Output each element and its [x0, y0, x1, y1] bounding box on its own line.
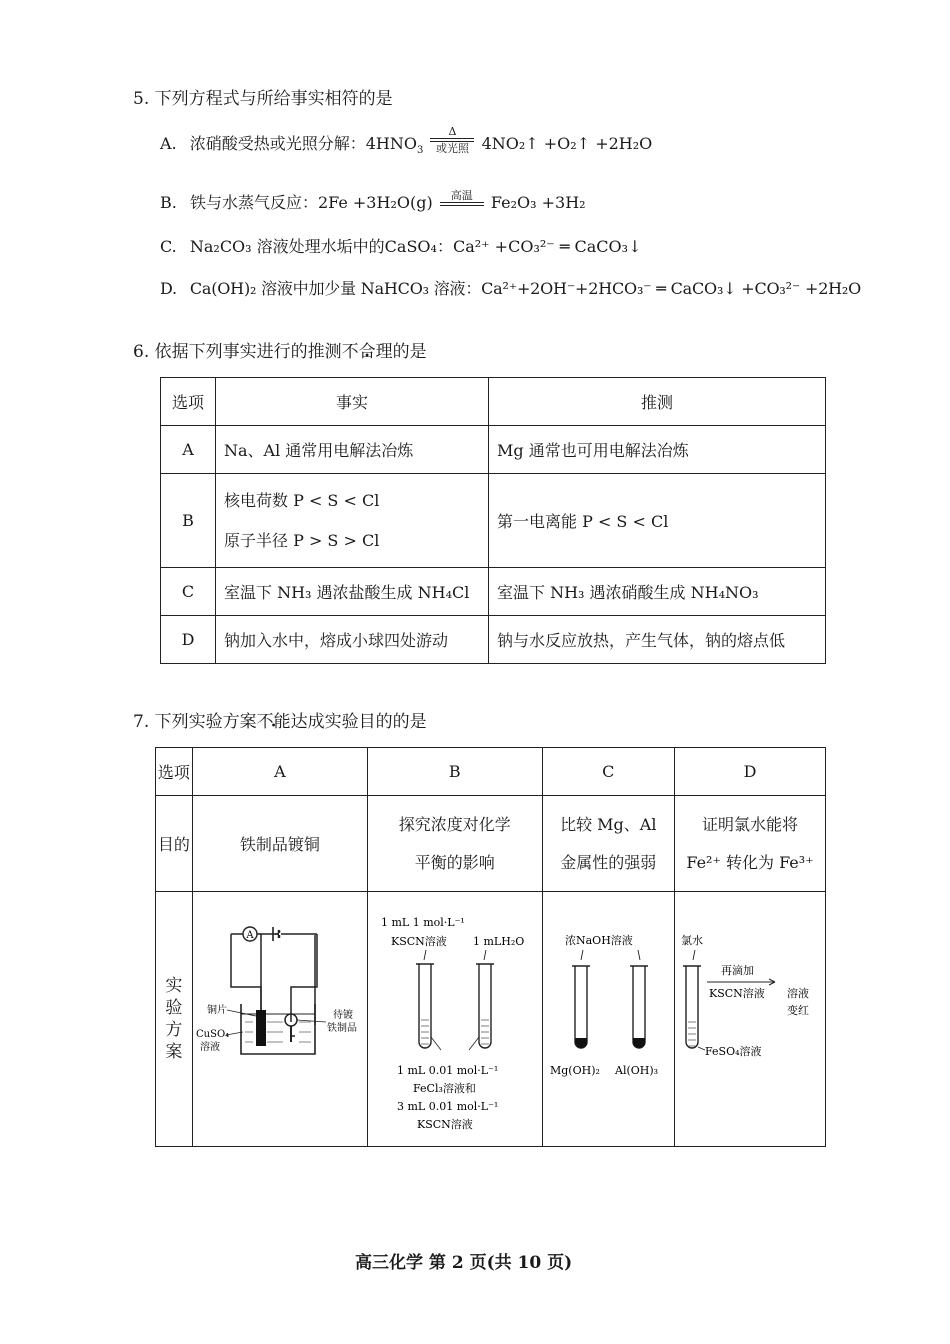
q7-header-option: 选项: [156, 748, 193, 796]
row-fact: [216, 474, 489, 568]
svg-text:铁制品: 铁制品: [327, 1023, 358, 1034]
row-option: A: [161, 426, 216, 474]
row-option: C: [161, 568, 216, 616]
q7-plan-b: [368, 892, 542, 1147]
test-tube-icon: [633, 966, 645, 1048]
svg-text:浓NaOH溶液: 浓NaOH溶液: [565, 934, 634, 947]
svg-text:溶液: 溶液: [787, 987, 809, 1000]
test-tube-d-diagram: [675, 892, 825, 1142]
svg-text:FeSO₄溶液: FeSO₄溶液: [705, 1045, 762, 1058]
table-row: [161, 426, 826, 474]
q7-goal-a: 铁制品镀铜: [192, 796, 367, 892]
option-label: D.: [160, 279, 177, 298]
reaction-condition: $\frac{\Delta}{\text{或光照}}$: [430, 126, 474, 155]
fact-line: 核电荷数 P < S < Cl: [224, 490, 380, 510]
table-row: [161, 616, 826, 664]
svg-text:铜片: 铜片: [207, 1005, 228, 1016]
q7-goal-c: 比较 Mg、Al 金属性的强弱: [542, 796, 674, 892]
svg-text:Mg(OH)₂: Mg(OH)₂: [550, 1064, 601, 1077]
row-option: D: [161, 616, 216, 664]
q6-header-fact: 事实: [216, 378, 489, 426]
option-text: Ca(OH)₂ 溶液中加少量 NaHCO₃ 溶液：Ca²⁺+2OH⁻+2HCO₃⁻ ═ CaCO₃↓ +CO₃²⁻ +2H₂O: [189, 279, 862, 298]
q7-header-d: D: [675, 748, 826, 796]
q7-header-c: C: [542, 748, 674, 796]
q6-title-emphasis: 不合理: [341, 342, 393, 362]
svg-text:KSCN溶液: KSCN溶液: [709, 987, 765, 1000]
test-tube-icon: [479, 964, 491, 1048]
q5-option-c[interactable]: [160, 234, 641, 257]
table-row: [161, 568, 826, 616]
q7-plan-label: 实 验 方 案: [156, 892, 193, 1147]
q7-goal-d: 证明氯水能将 Fe²⁺ 转化为 Fe³⁺: [675, 796, 826, 892]
q6-header-guess: 推测: [489, 378, 826, 426]
q7-header-b: B: [368, 748, 542, 796]
svg-text:KSCN溶液: KSCN溶液: [416, 1118, 473, 1131]
test-tubes-c-diagram: [543, 892, 673, 1142]
q7-title-post: 达成实验目的的是: [290, 712, 427, 732]
q7-goal-b: 探究浓度对化学 平衡的影响: [368, 796, 542, 892]
svg-text:1 mLH₂O: 1 mLH₂O: [472, 935, 525, 948]
table-row: [161, 474, 826, 568]
q5-option-b[interactable]: [160, 190, 586, 213]
row-fact: Na、Al 通常用电解法冶炼: [216, 426, 489, 474]
test-tubes-b-diagram: [369, 892, 541, 1142]
beaker-icon: [241, 1004, 315, 1054]
q7-title: [133, 707, 427, 732]
option-label: B.: [160, 193, 177, 212]
q7-goal-label: 目的: [156, 796, 193, 892]
row-guess: Mg 通常也可用电解法冶炼: [489, 426, 826, 474]
svg-text:KSCN溶液: KSCN溶液: [390, 935, 447, 948]
row-option: B: [161, 474, 216, 568]
q6-table: [160, 377, 826, 664]
fact-line: 原子半径 P > S > Cl: [224, 530, 380, 550]
q7-table: [155, 747, 826, 1147]
q5-title: [133, 84, 393, 109]
q5-option-d[interactable]: [160, 276, 861, 299]
svg-text:1 mL 0.01 mol·L⁻¹: 1 mL 0.01 mol·L⁻¹: [396, 1064, 499, 1077]
svg-text:CuSO₄: CuSO₄: [196, 1029, 230, 1040]
q6-title-post: 的是: [392, 342, 427, 362]
svg-text:Al(OH)₃: Al(OH)₃: [615, 1064, 659, 1077]
copper-plate: [256, 1010, 266, 1046]
row-guess: 第一电离能 P < S < Cl: [489, 474, 826, 568]
option-rhs: 4NO₂↑ +O₂↑ +2H₂O: [481, 134, 653, 153]
row-guess: 钠与水反应放热，产生气体，钠的熔点低: [489, 616, 826, 664]
svg-text:氯水: 氯水: [681, 934, 703, 947]
q5-title-text: 5. 下列方程式与所给事实相符的是: [133, 89, 393, 109]
q7-plan-c: [542, 892, 674, 1147]
q7-plan-d: [675, 892, 826, 1147]
option-text: 浓硝酸受热或光照分解：4HNO: [189, 134, 417, 153]
reaction-condition: 高温: [440, 190, 484, 206]
svg-text:1 mL 1 mol·L⁻¹: 1 mL 1 mol·L⁻¹: [380, 916, 465, 929]
test-tube-icon: [419, 964, 431, 1048]
q7-title-emphasis: 不能: [256, 712, 291, 732]
svg-text:3 mL 0.01 mol·L⁻¹: 3 mL 0.01 mol·L⁻¹: [396, 1100, 499, 1113]
svg-text:A: A: [246, 930, 254, 941]
q7-header-a: A: [192, 748, 367, 796]
row-fact: 室温下 NH₃ 遇浓盐酸生成 NH₄Cl: [216, 568, 489, 616]
svg-text:待镀: 待镀: [333, 1010, 354, 1021]
q6-header-option: 选项: [161, 378, 216, 426]
option-text: 铁与水蒸气反应：2Fe +3H₂O(g): [189, 193, 433, 212]
svg-text:变红: 变红: [787, 1004, 809, 1017]
svg-text:再滴加: 再滴加: [721, 964, 754, 977]
electroplating-diagram: [193, 892, 366, 1142]
q7-title-pre: 7. 下列实验方案: [133, 712, 257, 732]
q6-title: [133, 337, 427, 362]
option-label: A.: [160, 134, 177, 153]
svg-text:溶液: 溶液: [200, 1042, 221, 1053]
q7-plan-a: [192, 892, 367, 1147]
option-rhs: Fe₂O₃ +3H₂: [490, 193, 586, 212]
test-tube-icon: [575, 966, 587, 1048]
option-label: C.: [160, 237, 177, 256]
svg-text:FeCl₃溶液和: FeCl₃溶液和: [412, 1082, 476, 1095]
option-text: Na₂CO₃ 溶液处理水垢中的CaSO₄：Ca²⁺ +CO₃²⁻ ═ CaCO₃↓: [189, 237, 642, 256]
q5-option-a[interactable]: A. 浓硝酸受热或光照分解：$4HNO_3$ $\frac{\Delta}{\text{或光照}}$ 4NO₂↑ +O₂↑ +2H₂O: [160, 125, 653, 157]
q6-title-pre: 6. 依据下列事实进行的推测: [133, 342, 342, 362]
page-footer: 高三化学 第 2 页(共 10 页): [355, 1253, 573, 1273]
test-tube-icon: [686, 966, 698, 1048]
row-fact: 钠加入水中，熔成小球四处游动: [216, 616, 489, 664]
row-guess: 室温下 NH₃ 遇浓硝酸生成 NH₄NO₃: [489, 568, 826, 616]
